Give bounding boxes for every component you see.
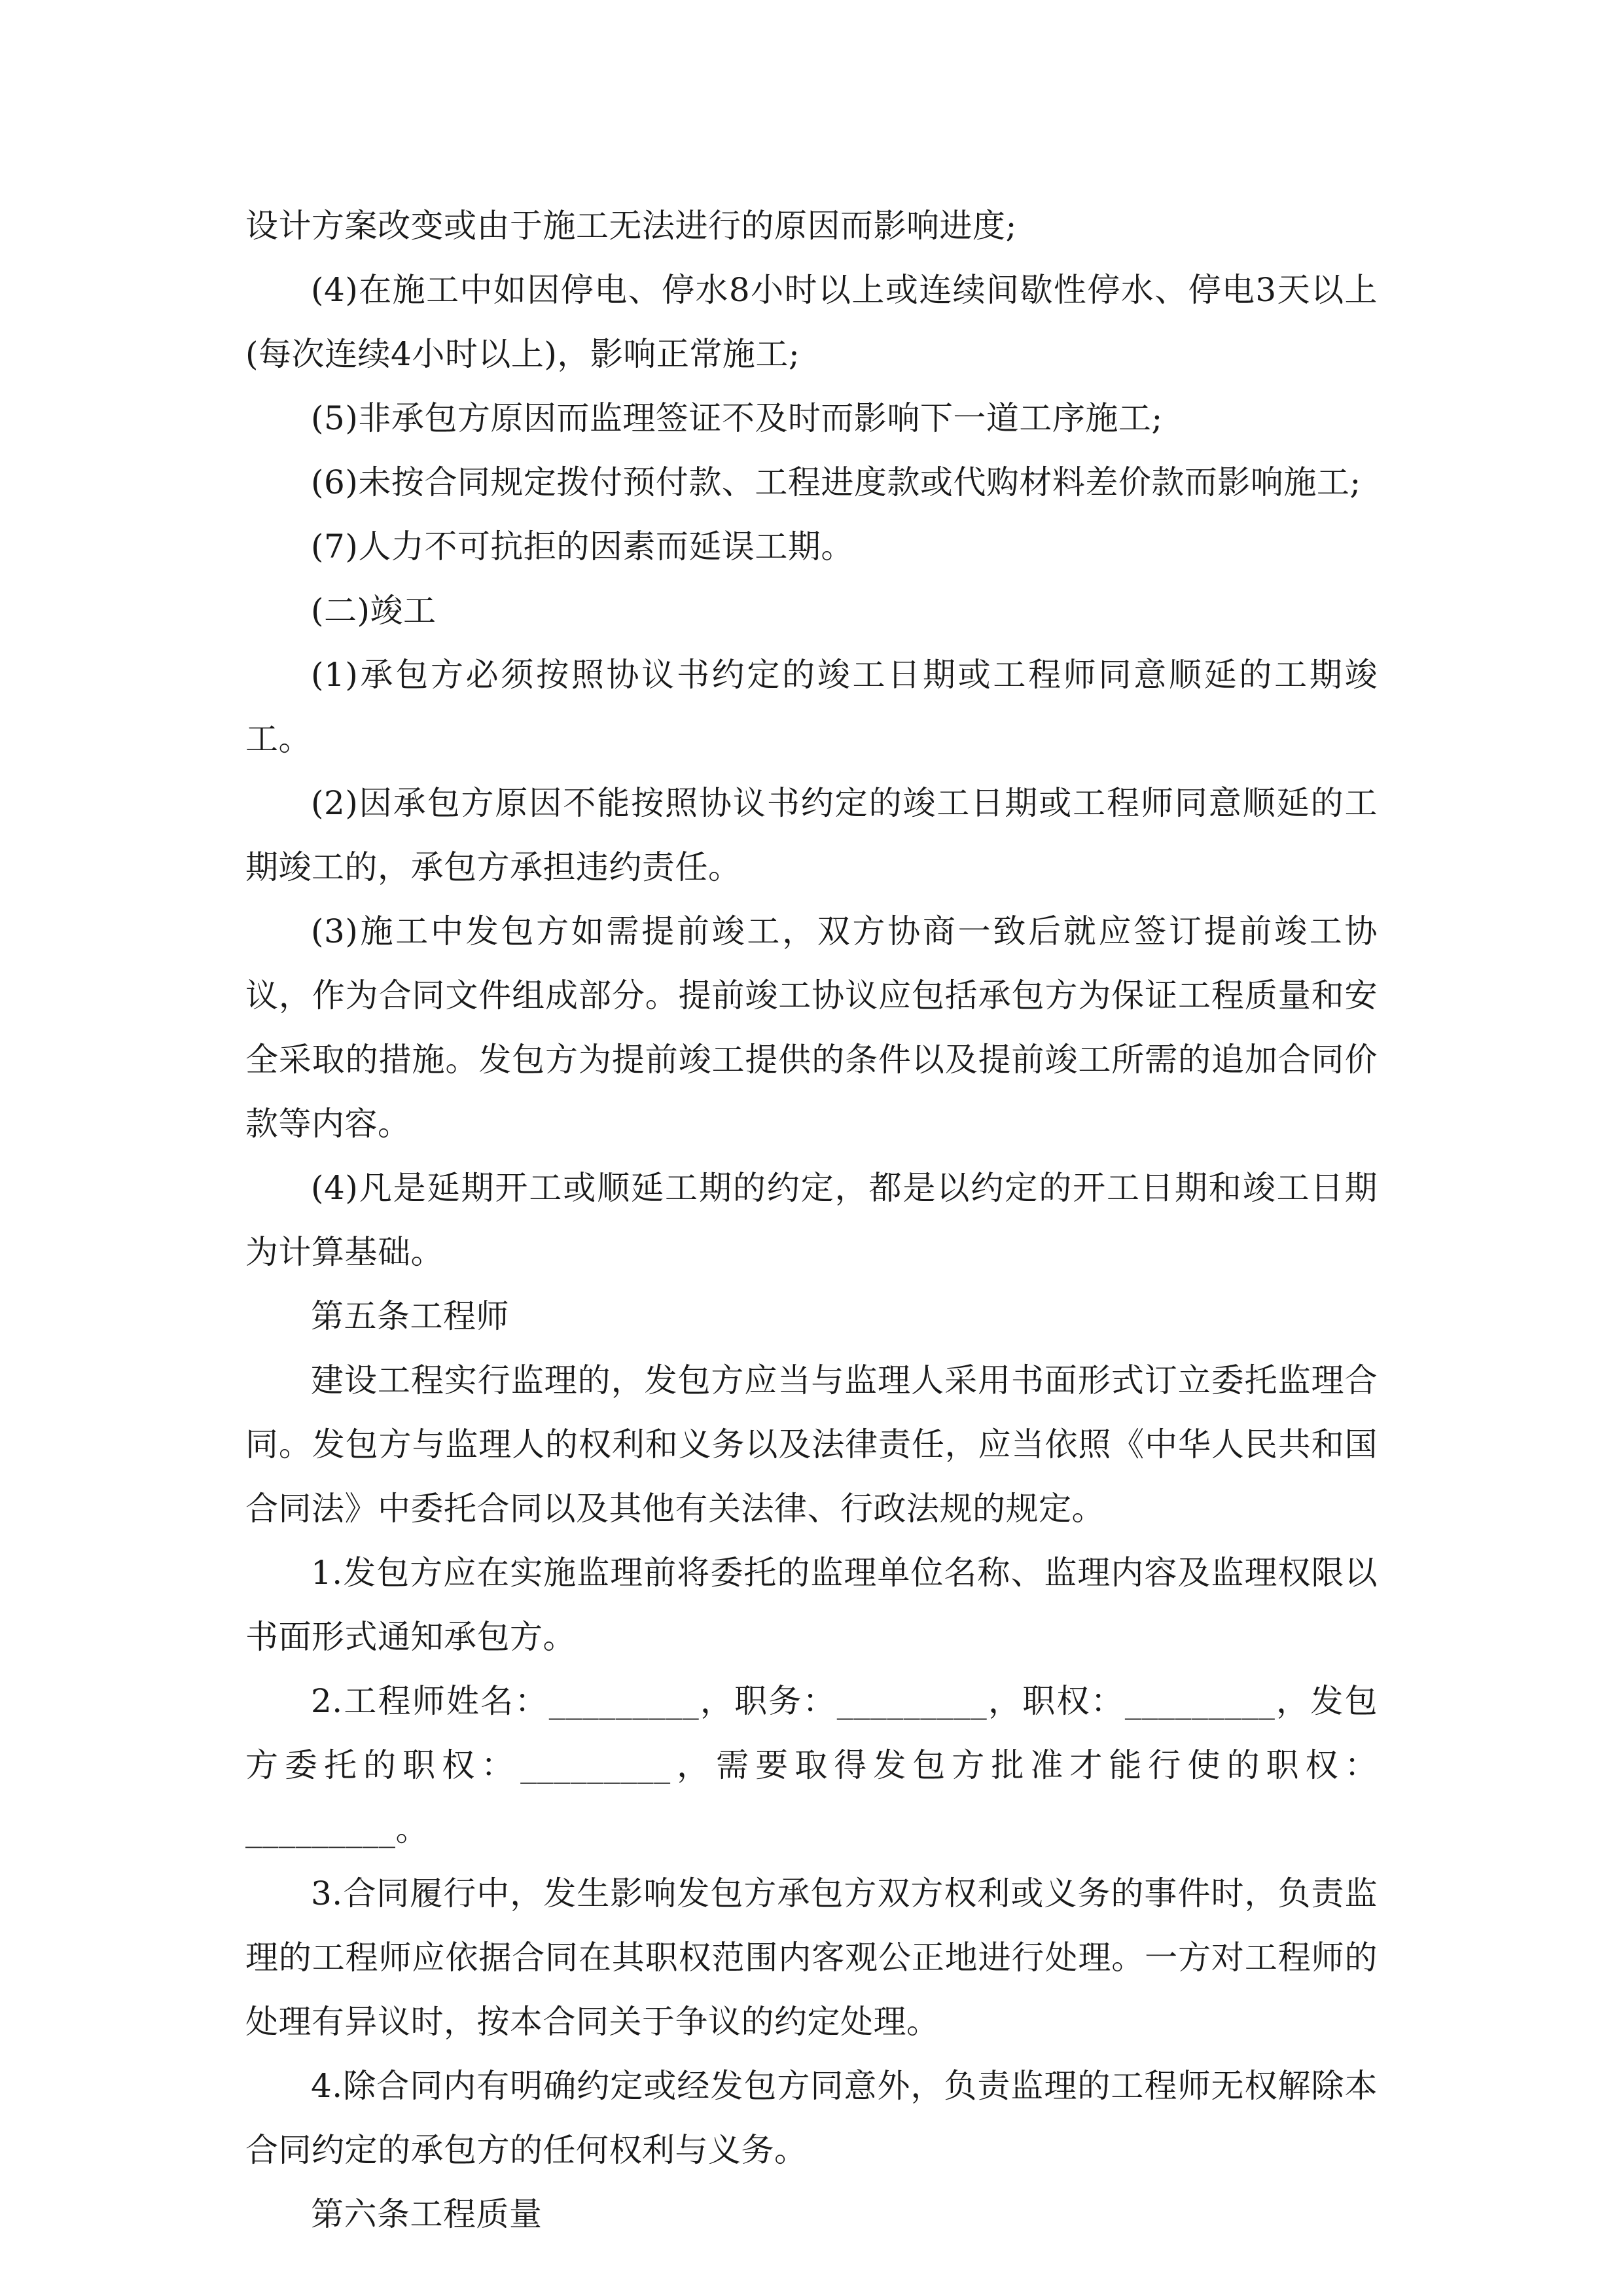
paragraph: 2.工程师姓名：_________，职务：_________，职权：_________，发包方委托的职权：_________，需要取得发包方批准才能行使的职权：_________。 [245, 1682, 1378, 1848]
paragraph: (7)人力不可抗拒的因素而延误工期。 [311, 528, 854, 565]
article-heading: 第五条工程师 [311, 1297, 509, 1335]
paragraph: (5)非承包方原因而监理签证不及时而影响下一道工序施工; [311, 399, 1163, 437]
paragraph: 3.合同履行中，发生影响发包方承包方双方权利或义务的事件时，负责监理的工程师应依据合同在其职权范围内客观公正地进行处理。一方对工程师的处理有异议时，按本合同关于争议的约定处理。 [245, 1874, 1378, 2041]
section-heading: (二)竣工 [311, 592, 437, 630]
paragraph: (2)因承包方原因不能按照协议书约定的竣工日期或工程师同意顺延的工期竣工的，承包方承担违约责任。 [245, 784, 1378, 886]
document-body [245, 194, 1378, 2246]
paragraph: (6)未按合同规定拨付预付款、工程进度款或代购材料差价款而影响施工; [311, 463, 1361, 501]
paragraph: 1.发包方应在实施监理前将委托的监理单位名称、监理内容及监理权限以书面形式通知承包方。 [245, 1554, 1378, 1656]
paragraph: 设计方案改变或由于施工无法进行的原因而影响进度; [245, 207, 1017, 245]
paragraph: 建设工程实行监理的，发包方应当与监理人采用书面形式订立委托监理合同。发包方与监理人的权利和义务以及法律责任，应当依照《中华人民共和国合同法》中委托合同以及其他有关法律、行政法规的规定。 [245, 1361, 1378, 1528]
paragraph: (4)在施工中如因停电、停水8小时以上或连续间歇性停水、停电3天以上(每次连续4小时以上)，影响正常施工; [245, 271, 1378, 373]
article-heading: 第六条工程质量 [311, 2195, 543, 2233]
paragraph: (4)凡是延期开工或顺延工期的约定，都是以约定的开工日期和竣工日期为计算基础。 [245, 1169, 1378, 1271]
paragraph: (3)施工中发包方如需提前竣工，双方协商一致后就应签订提前竣工协议，作为合同文件组成部分。提前竣工协议应包括承包方为保证工程质量和安全采取的措施。发包方为提前竣工提供的条件以及提前竣工所需的追加合同价款等内容。 [245, 912, 1378, 1143]
paragraph: (1)承包方必须按照协议书约定的竣工日期或工程师同意顺延的工期竣工。 [245, 656, 1378, 758]
paragraph: 4.除合同内有明确约定或经发包方同意外，负责监理的工程师无权解除本合同约定的承包方的任何权利与义务。 [245, 2067, 1378, 2169]
